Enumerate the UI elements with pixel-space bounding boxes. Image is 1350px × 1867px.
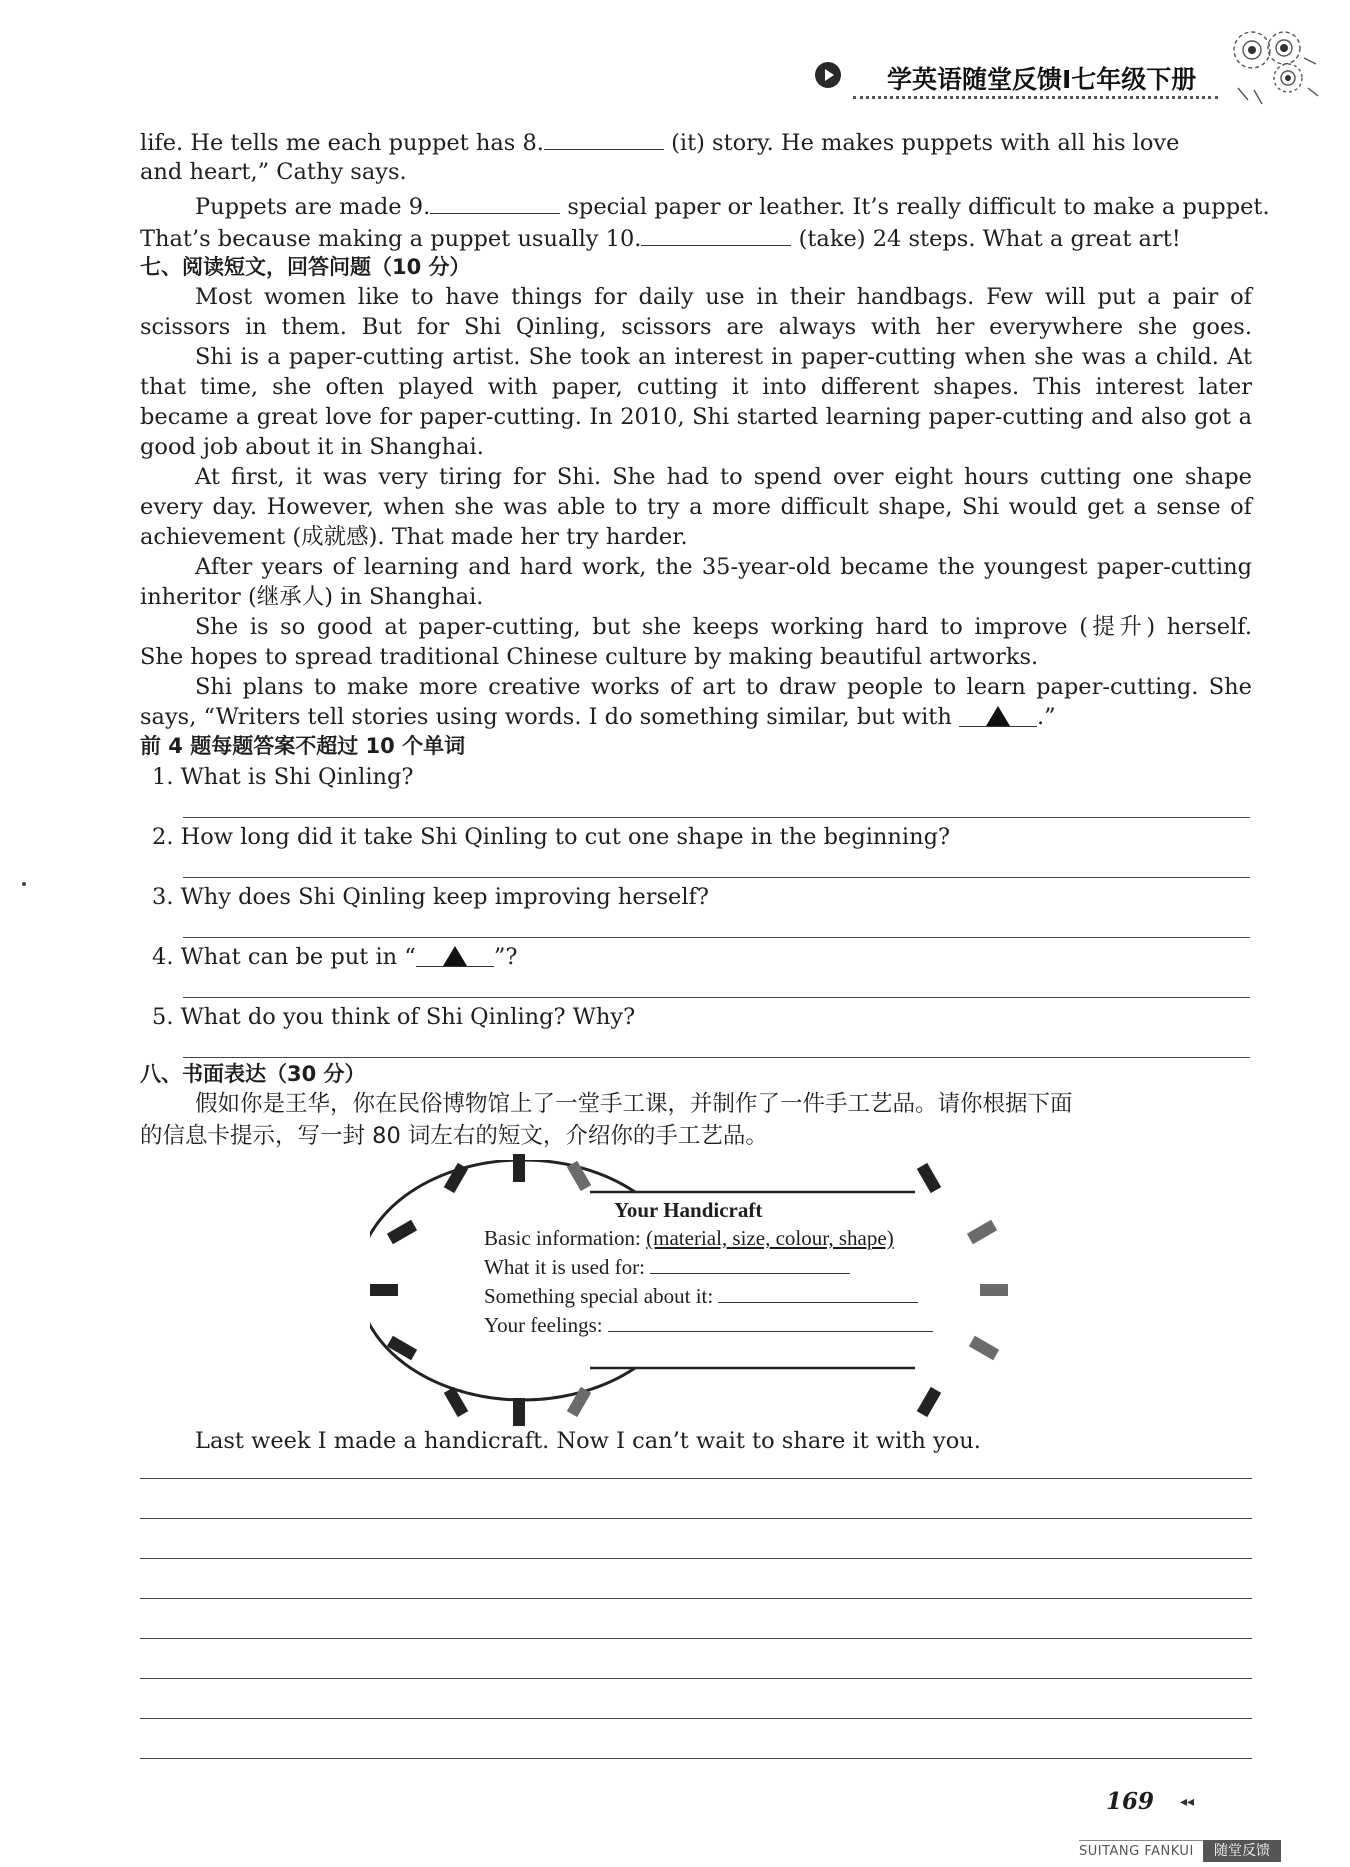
card-field-feelings <box>484 1312 933 1338</box>
sun-ray <box>980 1284 1008 1296</box>
handicraft-info-card <box>370 1160 1020 1425</box>
footer-divider <box>1079 1840 1203 1841</box>
flower-decoration-icon <box>1218 18 1326 108</box>
card-title: Your Handicraft <box>614 1198 763 1222</box>
reading-line: She is so good at paper-cutting, but she keeps working hard to improve (提升) herself. <box>195 614 1252 640</box>
question-1: 1. What is Shi Qinling? <box>152 764 414 790</box>
reading-line: inheritor (继承人) in Shanghai. <box>140 584 484 610</box>
page-number: 169 <box>1106 1788 1155 1815</box>
answer-line-3[interactable] <box>183 937 1250 938</box>
card-field-basic <box>484 1225 894 1251</box>
passage-line <box>140 221 1252 254</box>
writing-line[interactable] <box>140 1518 1252 1519</box>
footer-brand-cn: 随堂反馈 <box>1203 1840 1281 1862</box>
text-segment: (it) story. He makes puppets with all his love <box>671 130 1180 156</box>
triangle-blank <box>416 942 494 967</box>
field-label: Your feelings: <box>484 1313 603 1337</box>
question-4 <box>152 942 517 972</box>
writing-line[interactable] <box>140 1758 1252 1759</box>
answer-line-5[interactable] <box>183 1057 1250 1058</box>
text-segment: ”? <box>493 944 518 970</box>
card-field-special <box>484 1283 918 1309</box>
card-blank[interactable] <box>608 1313 933 1332</box>
text-segment: That’s because making a puppet usually 10. <box>140 226 642 252</box>
card-blank[interactable] <box>718 1284 918 1303</box>
back-arrows-icon: ◂◂ <box>1180 1794 1195 1810</box>
text-segment: (take) 24 steps. What a great art! <box>798 226 1181 252</box>
passage-line <box>195 189 1270 222</box>
card-blank[interactable] <box>650 1255 850 1274</box>
writing-line[interactable] <box>140 1558 1252 1559</box>
triangle-icon <box>443 946 467 966</box>
reading-line: achievement (成就感). That made her try harder. <box>140 524 688 550</box>
reading-line: At first, it was very tiring for Shi. She had to spend over eight hours cutting one shape <box>195 464 1252 490</box>
writing-prompt-line: 的信息卡提示，写一封 80 词左右的短文，介绍你的手工艺品。 <box>140 1123 768 1149</box>
text-segment: says, “Writers tell stories using words. I do something similar, but with <box>140 704 952 730</box>
reading-line: Shi plans to make more creative works of art to draw people to learn paper-cutting. She <box>195 674 1252 700</box>
header-divider <box>853 96 1218 99</box>
passage-line <box>140 125 1252 158</box>
triangle-icon <box>986 706 1010 726</box>
sun-ray <box>370 1284 398 1296</box>
footer-brand-en: SUITANG FANKUI <box>1079 1844 1194 1859</box>
reading-line <box>140 702 1252 732</box>
card-field-used-for <box>484 1254 850 1280</box>
field-label: Basic information: <box>484 1226 641 1250</box>
writing-prompt-line: 假如你是王华，你在民俗博物馆上了一堂手工课，并制作了一件手工艺品。请你根据下面 <box>195 1091 1073 1117</box>
reading-line: every day. However, when she was able to try a more difficult shape, Shi would get a sense of <box>140 494 1252 520</box>
text-segment: 4. What can be put in “ <box>152 944 416 970</box>
scan-speck <box>22 882 26 886</box>
blank-8[interactable] <box>544 125 664 150</box>
sun-ray <box>513 1398 525 1426</box>
reading-line: After years of learning and hard work, the 35-year-old became the youngest paper-cutting <box>195 554 1252 580</box>
reading-line: Shi is a paper-cutting artist. She took an interest in paper-cutting when she was a child. At <box>195 344 1252 370</box>
question-2: 2. How long did it take Shi Qinling to cut one shape in the beginning? <box>152 824 951 850</box>
writing-starter: Last week I made a handicraft. Now I can’t wait to share it with you. <box>195 1428 981 1454</box>
text-segment: special paper or leather. It’s really difficult to make a puppet. <box>567 194 1270 220</box>
field-label: Something special about it: <box>484 1284 714 1308</box>
text-segment: .” <box>1037 704 1056 730</box>
question-5: 5. What do you think of Shi Qinling? Why? <box>152 1004 636 1030</box>
page-header <box>815 56 1215 96</box>
reading-line: that time, she often played with paper, cutting it into different shapes. This interest later <box>140 374 1252 400</box>
text-segment: life. He tells me each puppet has 8. <box>140 130 544 156</box>
reading-line: Most women like to have things for daily use in their handbags. Few will put a pair of <box>195 284 1252 310</box>
field-hint: (material, size, colour, shape) <box>646 1226 894 1250</box>
reading-line: good job about it in Shanghai. <box>140 434 484 460</box>
answer-line-2[interactable] <box>183 877 1250 878</box>
triangle-blank <box>959 702 1037 727</box>
writing-line[interactable] <box>140 1718 1252 1719</box>
field-label: What it is used for: <box>484 1255 645 1279</box>
blank-10[interactable] <box>641 221 791 246</box>
sun-ray <box>513 1154 525 1182</box>
section-7-heading: 七、阅读短文，回答问题（10 分） <box>140 255 471 279</box>
passage-line: and heart,” Cathy says. <box>140 159 407 185</box>
play-icon <box>815 62 841 88</box>
answer-line-4[interactable] <box>183 997 1250 998</box>
blank-9[interactable] <box>430 189 560 214</box>
text-segment: Puppets are made 9. <box>195 194 431 220</box>
question-3: 3. Why does Shi Qinling keep improving herself? <box>152 884 709 910</box>
reading-line: She hopes to spread traditional Chinese culture by making beautiful artworks. <box>140 644 1039 670</box>
answer-line-1[interactable] <box>183 817 1250 818</box>
reading-line: became a great love for paper-cutting. In 2010, Shi started learning paper-cutting and also got a <box>140 404 1252 430</box>
header-title: 学英语随堂反馈Ⅰ七年级下册 <box>887 65 1197 94</box>
question-instruction: 前 4 题每题答案不超过 10 个单词 <box>140 734 466 758</box>
section-8-heading: 八、书面表达（30 分） <box>140 1062 366 1086</box>
writing-line[interactable] <box>140 1598 1252 1599</box>
writing-line[interactable] <box>140 1678 1252 1679</box>
writing-line[interactable] <box>140 1638 1252 1639</box>
reading-line: scissors in them. But for Shi Qinling, scissors are always with her everywhere she goes. <box>140 314 1252 340</box>
writing-line[interactable] <box>140 1478 1252 1479</box>
